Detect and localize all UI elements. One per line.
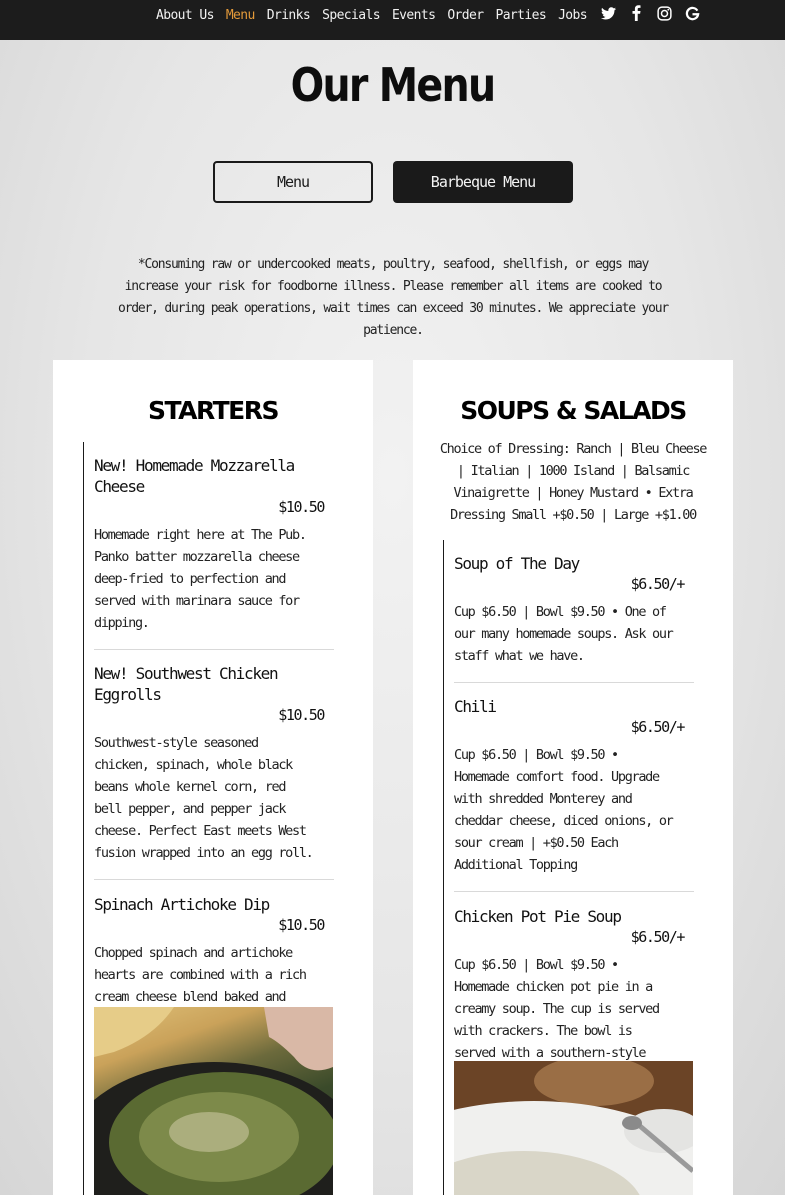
item-price: $6.50/+: [630, 575, 684, 593]
item-price: $6.50/+: [630, 718, 684, 736]
spinach-dip-photo: [94, 1007, 333, 1195]
starters-title: STARTERS: [148, 396, 278, 425]
soups-salads-card: [413, 360, 733, 1195]
item-name: Spinach Artichoke Dip: [94, 895, 269, 914]
item-description: Southwest-style seasoned chicken, spinach, whole black beans whole kernel corn, red bell pepper, and pepper jack cheese. Perfect East meets West fusion wrapped into an egg roll.: [94, 735, 313, 861]
nav-parties[interactable]: Parties: [495, 7, 547, 23]
nav-drinks[interactable]: Drinks: [266, 7, 311, 23]
tab-menu[interactable]: Menu: [213, 161, 373, 203]
page-title: Our Menu: [290, 58, 495, 112]
item-name: Soup of The Day: [454, 554, 579, 573]
item-name: New! Homemade Mozzarella Cheese: [94, 456, 294, 496]
nav-about-us[interactable]: About Us: [156, 7, 214, 23]
item-name: Chicken Pot Pie Soup: [454, 907, 621, 926]
google-icon[interactable]: [685, 6, 701, 25]
menu-item: [444, 892, 694, 1086]
item-description: Cup $6.50 | Bowl $9.50 • Homemade comfort food. Upgrade with shredded Monterey and cheddar cheese, diced onions, or sour cream | +$0.50 Each Additional Topping: [454, 747, 673, 873]
item-description: Cup $6.50 | Bowl $9.50 • One of our many homemade soups. Ask our staff what we have.: [454, 604, 673, 664]
food-safety-notice: *Consuming raw or undercooked meats, poultry, seafood, shellfish, or eggs may increase your risk for foodborne illness. Please remember all items are cooked to order, during peak operations, wait times can exceed 30 minutes. We appreciate your patience.: [117, 257, 668, 338]
menu-item: [84, 442, 334, 634]
twitter-icon[interactable]: [601, 7, 617, 24]
facebook-icon[interactable]: [629, 5, 645, 25]
menu-item: [84, 650, 334, 864]
item-price: $6.50/+: [630, 928, 684, 946]
item-description: Homemade right here at The Pub. Panko batter mozzarella cheese deep-fried to perfection and served with marinara sauce for dipping.: [94, 527, 306, 631]
item-description: Cup $6.50 | Bowl $9.50 • Homemade chicken pot pie in a creamy soup. The cup is served with crackers. The bowl is served with a southern-style: [454, 957, 659, 1061]
nav-order[interactable]: Order: [447, 7, 484, 23]
tab-barbeque-menu[interactable]: Barbeque Menu: [393, 161, 573, 203]
menu-item: [444, 540, 694, 667]
nav-events[interactable]: Events: [391, 7, 436, 23]
item-name: New! Southwest Chicken Eggrolls: [94, 664, 278, 704]
soups-salads-title: SOUPS & SALADS: [460, 396, 686, 425]
nav-specials[interactable]: Specials: [322, 7, 380, 23]
starters-card: [53, 360, 373, 1195]
item-price: $10.50: [278, 706, 324, 724]
dressing-options: Choice of Dressing: Ranch | Bleu Cheese | Italian | 1000 Island | Balsamic Vinaigrette | Honey Mustard • Extra Dressing Small +$0.50 | Large +$1.00: [439, 441, 707, 523]
menu-item: [444, 683, 694, 876]
social-icons: [601, 5, 713, 25]
item-price: $10.50: [278, 916, 324, 934]
nav-menu[interactable]: Menu: [225, 7, 255, 23]
top-navbar: [0, 0, 785, 40]
nav-links: [156, 0, 713, 30]
item-description: Chopped spinach and artichoke hearts are combined with a rich cream cheese blend baked and: [94, 945, 306, 1005]
item-price: $10.50: [278, 498, 324, 516]
nav-jobs[interactable]: Jobs: [558, 7, 587, 23]
item-name: Chili: [454, 697, 496, 716]
instagram-icon[interactable]: [657, 6, 673, 25]
soup-bowl-photo: [454, 1061, 693, 1195]
